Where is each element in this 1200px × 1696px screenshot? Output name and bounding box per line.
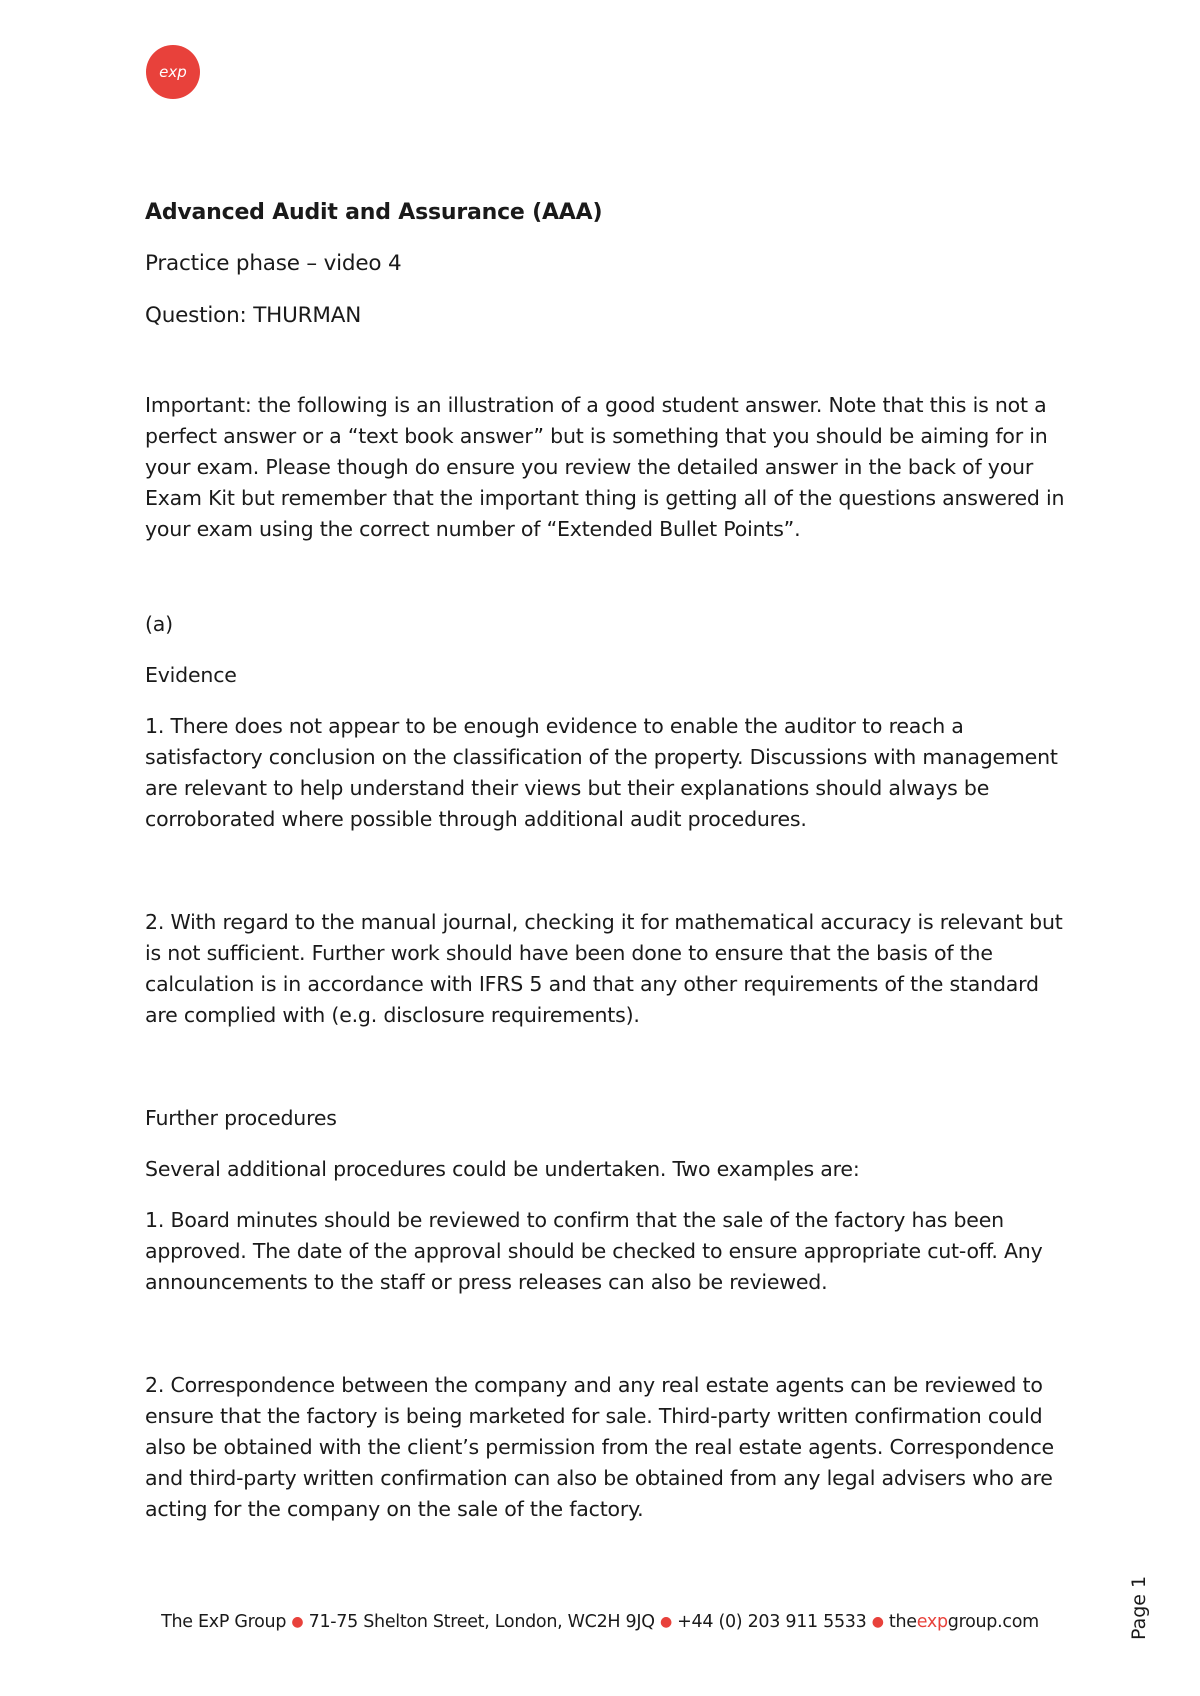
page-footer	[0, 1612, 1200, 1632]
footer-separator-icon: ●	[659, 1614, 672, 1630]
procedures-intro: Several additional procedures could be undertaken. Two examples are:	[145, 1157, 860, 1181]
footer-phone: +44 (0) 203 911 5533	[677, 1612, 867, 1632]
document-body	[145, 196, 1065, 1525]
website-prefix: the	[888, 1612, 917, 1632]
exp-logo	[146, 45, 200, 99]
footer-address: 71-75 Shelton Street, London, WC2H 9JQ	[308, 1612, 655, 1632]
footer-separator-icon: ●	[291, 1614, 304, 1630]
evidence-heading: Evidence	[145, 663, 237, 687]
document-subtitle: Practice phase – video 4	[145, 251, 402, 276]
part-label: (a)	[145, 612, 173, 636]
evidence-point-2: 2. With regard to the manual journal, checking it for mathematical accuracy is relevant but is not sufficient. Further work should have been done to ensure that the basis of the calculation is in accordance with IFRS 5 and that any other requirements of the standard are complied with (e.g. disclosure requirements).	[145, 910, 1063, 1027]
question-label: Question: THURMAN	[145, 303, 362, 328]
procedure-point-2: 2. Correspondence between the company and any real estate agents can be reviewed to ensure that the factory is being marketed for sale. Third-party written confirmation could also be obtained with the client’s permission from the real estate agents. Correspondence and third-party written confirmation can also be obtained from any legal advisers who are acting for the company on the sale of the factory.	[145, 1373, 1054, 1521]
procedure-point-1: 1. Board minutes should be reviewed to confirm that the sale of the factory has been approved. The date of the approval should be checked to ensure appropriate cut-off. Any announcements to the staff or press releases can also be reviewed.	[145, 1208, 1043, 1294]
exp-logo-icon	[153, 60, 193, 84]
evidence-point-1: 1. There does not appear to be enough evidence to enable the auditor to reach a satisfactory conclusion on the classification of the property. Discussions with management are relevant to help understand their views but their explanations should always be corroborated where possible through additional audit procedures.	[145, 714, 1058, 831]
footer-company: The ExP Group	[161, 1612, 287, 1632]
document-title: Advanced Audit and Assurance (AAA)	[145, 200, 603, 225]
procedures-heading: Further procedures	[145, 1106, 337, 1130]
svg-text:exp: exp	[159, 63, 187, 81]
intro-paragraph: Important: the following is an illustration of a good student answer. Note that this is not a perfect answer or a “text book answer” but is something that you should be aiming for in your exam. Please though do ensure you review the detailed answer in the back of your Exam Kit but remember that the important thing is getting all of the questions answered in your exam using the correct number of “Extended Bullet Points”.	[145, 393, 1065, 541]
website-suffix: group.com	[947, 1612, 1039, 1632]
page-number: Page 1	[1128, 1575, 1150, 1640]
footer-website[interactable]	[889, 1612, 1039, 1632]
footer-separator-icon: ●	[871, 1614, 884, 1630]
website-accent: exp	[916, 1612, 948, 1632]
